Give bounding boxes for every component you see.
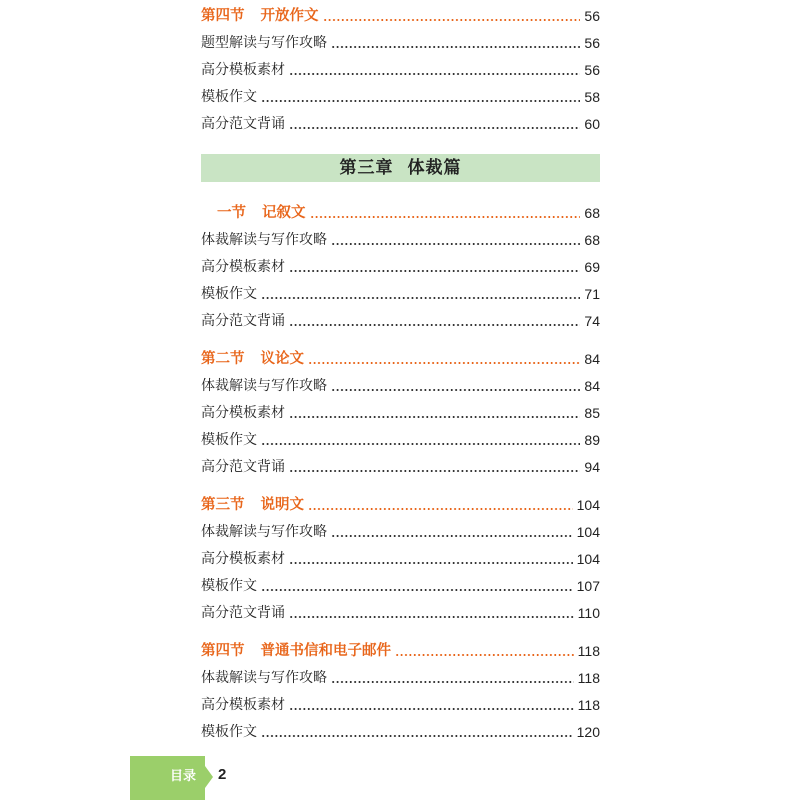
toc-section-block (201, 200, 600, 335)
toc-entry[interactable] (201, 254, 600, 281)
toc-entry[interactable] (201, 281, 600, 308)
toc-entry[interactable] (201, 227, 600, 254)
leader-dots (331, 242, 580, 246)
leader-dots (261, 442, 580, 446)
leader-dots (261, 296, 580, 300)
page-number: 84 (584, 378, 600, 394)
entry-label: 高分模板素材 (201, 62, 285, 78)
leader-dots (395, 653, 574, 657)
entry-label: 高分范文背诵 (201, 313, 285, 329)
entry-label: 高分模板素材 (201, 551, 285, 567)
entry-label: 模板作文 (201, 89, 257, 105)
page-number: 89 (584, 432, 600, 448)
footer-label: 目录 (170, 769, 197, 784)
leader-dots (289, 323, 580, 327)
page-number: 94 (584, 459, 600, 475)
entry-label: 高分范文背诵 (201, 116, 285, 132)
toc-section-block (201, 638, 600, 746)
section-name: 说明文 (260, 497, 304, 513)
leader-dots (289, 415, 580, 419)
page-number: 84 (584, 351, 600, 367)
leader-dots (323, 18, 581, 22)
toc-entry[interactable] (201, 573, 600, 600)
entry-label: 体裁解读与写作攻略 (201, 524, 327, 540)
leader-dots (310, 215, 581, 219)
section-number: 第四节 (201, 643, 245, 659)
entry-label: 模板作文 (201, 578, 257, 594)
section-number: 一节 (217, 205, 246, 221)
toc-entry[interactable] (201, 665, 600, 692)
page-number: 120 (576, 724, 600, 740)
leader-dots (289, 269, 580, 273)
leader-dots (261, 588, 573, 592)
page-number: 56 (584, 8, 600, 24)
toc-section-block (201, 492, 600, 627)
entry-label: 高分模板素材 (201, 697, 285, 713)
toc-entry[interactable] (201, 308, 600, 335)
section-number: 第三节 (201, 497, 245, 513)
entry-label: 体裁解读与写作攻略 (201, 232, 327, 248)
section-name: 开放作文 (260, 8, 319, 24)
toc-entry[interactable] (201, 719, 600, 746)
toc-section-heading[interactable] (201, 492, 600, 519)
section-name: 记叙文 (262, 205, 306, 221)
entry-label: 题型解读与写作攻略 (201, 35, 327, 51)
page-number: 56 (584, 35, 600, 51)
toc-entry[interactable] (201, 454, 600, 481)
toc-section-heading[interactable] (201, 200, 600, 227)
toc-entry[interactable] (201, 600, 600, 627)
toc-section-heading[interactable] (201, 638, 600, 665)
entry-label: 高分模板素材 (201, 259, 285, 275)
toc-entry[interactable] (201, 546, 600, 573)
leader-dots (331, 388, 580, 392)
page-number: 118 (577, 643, 600, 659)
toc-section-block (201, 346, 600, 481)
page-number: 85 (584, 405, 600, 421)
leader-dots (289, 469, 580, 473)
leader-dots (289, 615, 574, 619)
toc-entry[interactable] (201, 84, 600, 111)
footer-page-number: 2 (218, 766, 227, 783)
toc-entry[interactable] (201, 692, 600, 719)
entry-label: 模板作文 (201, 432, 257, 448)
entry-label: 高分范文背诵 (201, 459, 285, 475)
page-number: 74 (584, 313, 600, 329)
page-number: 69 (584, 259, 600, 275)
section-name: 普通书信和电子邮件 (260, 643, 391, 659)
toc-entry[interactable] (201, 111, 600, 138)
page-number: 104 (576, 524, 600, 540)
footer-arrow-icon (205, 766, 213, 788)
toc-section-heading[interactable] (201, 3, 600, 30)
chapter-heading[interactable] (201, 154, 600, 182)
entry-label: 高分模板素材 (201, 405, 285, 421)
leader-dots (289, 707, 574, 711)
entry-label: 体裁解读与写作攻略 (201, 378, 327, 394)
page-number: 68 (584, 232, 600, 248)
entry-label: 高分范文背诵 (201, 605, 285, 621)
section-name: 议论文 (260, 351, 304, 367)
page-number: 110 (577, 605, 600, 621)
leader-dots (289, 126, 580, 130)
chapter-number: 第三章 (339, 158, 394, 178)
page-number: 58 (584, 89, 600, 105)
chapter-name: 体裁篇 (407, 158, 462, 178)
page-number: 118 (577, 697, 600, 713)
toc-entry[interactable] (201, 519, 600, 546)
page-number: 71 (584, 286, 600, 302)
page-number: 56 (584, 62, 600, 78)
leader-dots (331, 534, 573, 538)
entry-label: 模板作文 (201, 286, 257, 302)
leader-dots (261, 734, 573, 738)
toc-section-heading[interactable] (201, 346, 600, 373)
leader-dots (308, 361, 580, 365)
toc-entry[interactable] (201, 57, 600, 84)
leader-dots (331, 45, 580, 49)
entry-label: 模板作文 (201, 724, 257, 740)
leader-dots (289, 561, 573, 565)
section-number: 第二节 (201, 351, 245, 367)
page-number: 68 (584, 205, 600, 221)
page-number: 104 (576, 497, 600, 513)
toc-entry[interactable] (201, 373, 600, 400)
leader-dots (331, 680, 574, 684)
page-number: 107 (576, 578, 600, 594)
page-number: 118 (577, 670, 600, 686)
toc-top-block (201, 3, 600, 138)
toc-entry[interactable] (201, 30, 600, 57)
toc-entry[interactable] (201, 427, 600, 454)
page-number: 60 (584, 116, 600, 132)
page-number: 104 (576, 551, 600, 567)
toc-entry[interactable] (201, 400, 600, 427)
leader-dots (308, 507, 573, 511)
section-number: 第四节 (201, 8, 245, 24)
leader-dots (261, 99, 580, 103)
leader-dots (289, 72, 580, 76)
entry-label: 体裁解读与写作攻略 (201, 670, 327, 686)
